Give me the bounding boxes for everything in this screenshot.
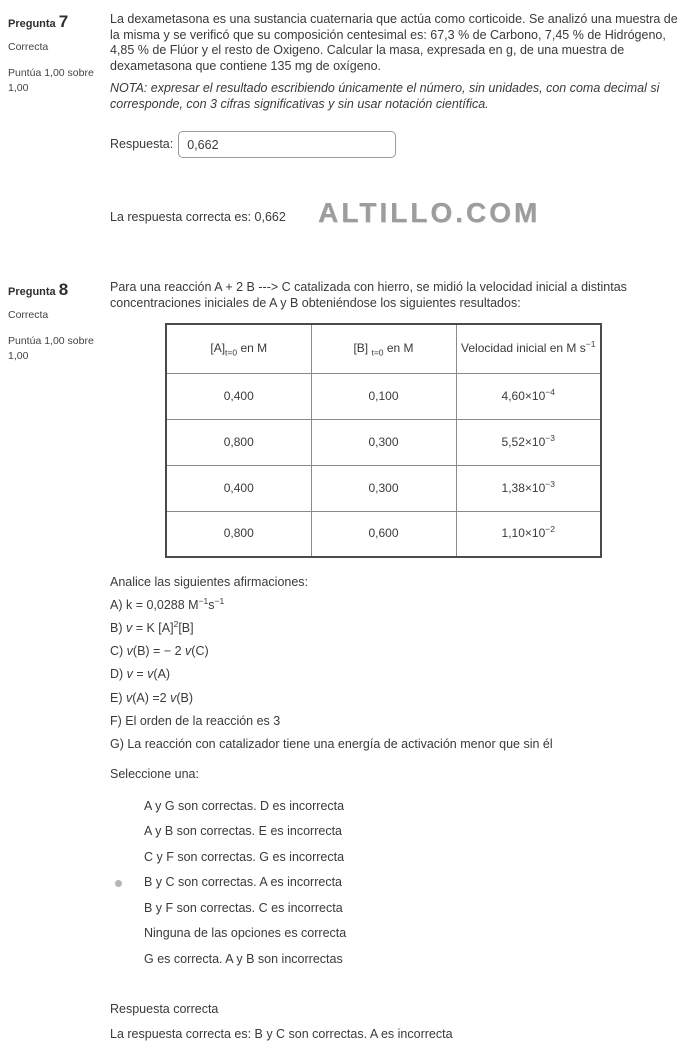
answer-option[interactable] [110, 870, 686, 896]
answer-option[interactable] [110, 921, 686, 947]
question-status: Correcta [8, 41, 49, 53]
col-header-b: [B] $_{t=0}$ en M [311, 324, 456, 373]
option-label: B y F son correctas. C es incorrecta [144, 900, 343, 915]
option-label: A y G son correctas. D es incorrecta [144, 798, 345, 813]
affirmations [110, 597, 686, 753]
answer-option[interactable] [110, 947, 686, 973]
answer-label: Respuesta: [110, 136, 174, 151]
question-7-content [110, 12, 700, 234]
question-note: NOTA: expresar el resultado escribiendo únicamente el número, sin unidades, con coma decimal si corresponde, con 3 cifras significativas y sin usar notación científica. [110, 81, 660, 111]
table-cell: 0,800 [166, 419, 311, 465]
analyze-label: Analice las siguientes afirmaciones: [110, 575, 309, 589]
affirmation-item: C) v(B) = − 2 v(C) [110, 644, 209, 658]
question-8-info [0, 280, 110, 1042]
option-label: A y B son correctas. E es incorrecta [144, 824, 342, 839]
affirmation-item: B) v = K $[A]^2[B]$ [110, 618, 194, 635]
affirmation-item: D) v = v(A) [110, 667, 171, 682]
radio-selected-icon [110, 880, 144, 887]
question-label: Pregunta [8, 286, 56, 298]
table-cell: 0,300 [311, 465, 456, 511]
feedback-title: Respuesta correcta [110, 1002, 219, 1017]
table-row [166, 373, 601, 419]
table-cell: 0,100 [311, 373, 456, 419]
question-status: Correcta [8, 309, 49, 321]
question-text: La dexametasona es una sustancia cuaternaria que actúa como corticoide. Se analizó una muestra de la misma y se verificó que su composición centesimal es: 67,3 % de Carbono, 7,45 % de Hidrógeno, 4,85 % de Flúor y el resto de Oxigeno. Calcular la masa, expresada en g, de una muestra de dexametasona que contiene 135 mg de oxígeno. [110, 12, 678, 73]
table-row [166, 511, 601, 557]
question-8-content [110, 280, 700, 1042]
options-list [110, 794, 686, 973]
question-grade: Puntúa 1,00 sobre 1,00 [8, 335, 94, 363]
results-table-body [166, 373, 601, 557]
col-header-a: $[A]_{t=0}$ en M [166, 324, 311, 373]
altillo-watermark: ALTILLO.COM [318, 197, 541, 228]
answer-option[interactable] [110, 819, 686, 845]
affirmation-item: F) El orden de la reacción es 3 [110, 713, 281, 728]
affirmation-item: E) v(A) =2 v(B) [110, 690, 194, 705]
feedback-row [110, 197, 686, 234]
answer-row [110, 131, 686, 158]
affirmation-item: G) La reacción con catalizador tiene una energía de activación menor que sin él [110, 737, 553, 751]
question-7-info [0, 12, 110, 234]
question-label: Pregunta [8, 18, 56, 30]
table-header-row [166, 324, 601, 373]
question-number: 7 [58, 12, 69, 31]
kinetics-results-table [165, 323, 602, 558]
table-row [166, 419, 601, 465]
option-label: C y F son correctas. G es incorrecta [144, 849, 345, 864]
question-8-title [8, 280, 110, 300]
correct-answer-text: La respuesta correcta es: B y C son correctas. A es incorrecta [110, 1026, 453, 1041]
question-grade: Puntúa 1,00 sobre 1,00 [8, 67, 94, 95]
table-cell: 0,300 [311, 419, 456, 465]
table-cell: 0,400 [166, 373, 311, 419]
option-label: Ninguna de las opciones es correcta [144, 926, 347, 941]
answer-option[interactable] [110, 896, 686, 922]
table-cell: $1,10\times 10^{-2}$ [456, 511, 601, 557]
table-cell: $5,52\times 10^{-3}$ [456, 419, 601, 465]
answer-input[interactable] [178, 131, 396, 158]
answer-option[interactable] [110, 845, 686, 871]
correct-answer-text: La respuesta correcta es: 0,662 [110, 210, 286, 224]
table-cell: $1,38\times 10^{-3}$ [456, 465, 601, 511]
feedback-block [110, 1002, 686, 1042]
select-one-label: Seleccione una: [110, 767, 199, 782]
option-label: G es correcta. A y B son incorrectas [144, 951, 343, 966]
question-text: Para una reacción A + 2 B ---> C catalizada con hierro, se midió la velocidad inicial a distintas concentraciones iniciales de A y B obteniéndose los siguientes resultados: [110, 280, 627, 310]
table-cell: 0,400 [166, 465, 311, 511]
affirmation-item: A) k = 0,0288 $M^{-1}s^{-1}$ [110, 595, 225, 612]
option-label: B y C son correctas. A es incorrecta [144, 875, 342, 890]
table-row [166, 465, 601, 511]
question-8 [0, 280, 700, 1042]
question-7 [0, 0, 700, 234]
table-cell: 0,800 [166, 511, 311, 557]
answer-option[interactable] [110, 794, 686, 820]
col-header-velocity: Velocidad inicial en M $s^{-1}$ [456, 324, 601, 373]
question-7-title [8, 12, 110, 32]
table-cell: $4,60\times 10^{-4}$ [456, 373, 601, 419]
table-cell: 0,600 [311, 511, 456, 557]
question-number: 8 [58, 280, 69, 299]
